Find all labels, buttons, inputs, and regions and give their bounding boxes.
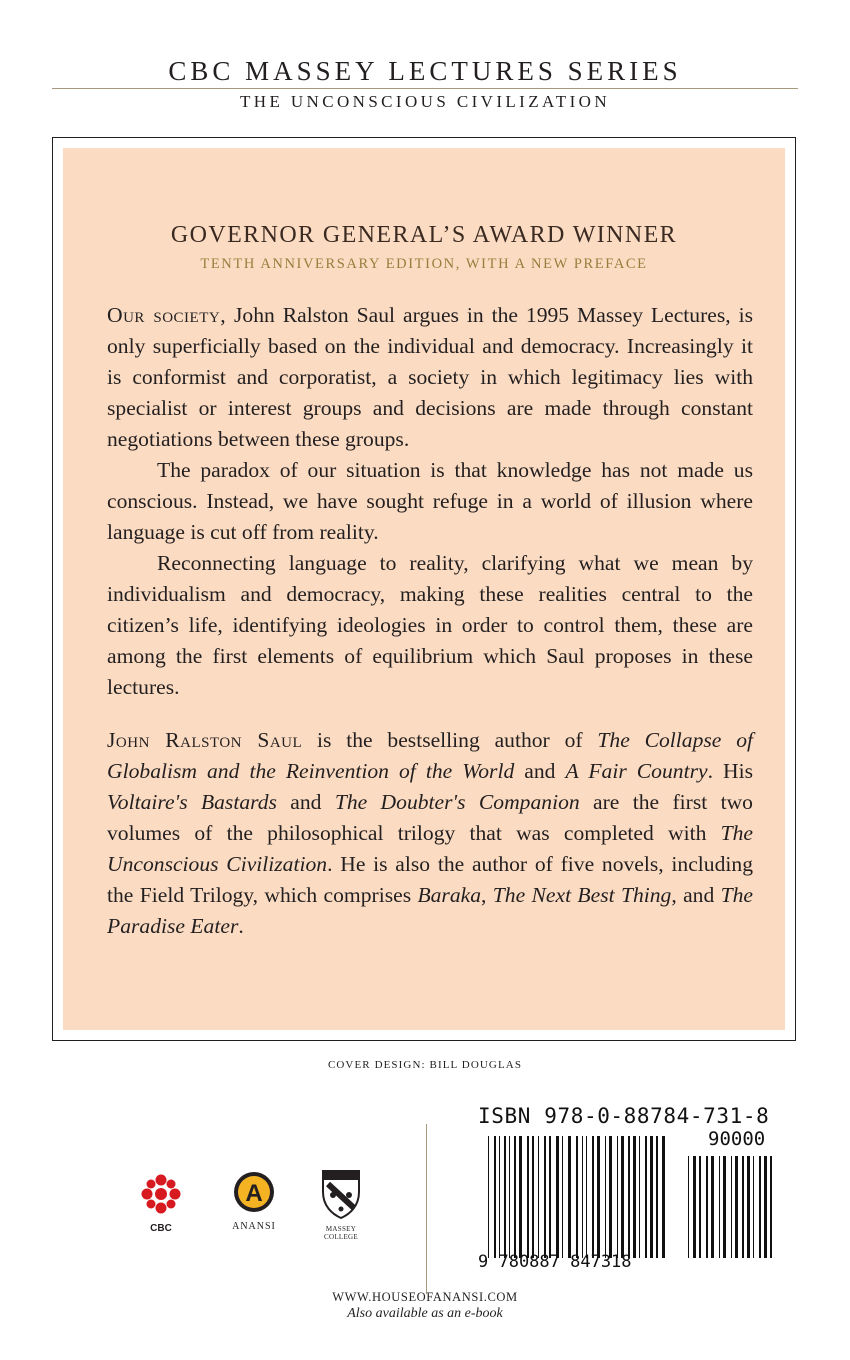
massey-college-logo <box>310 1168 372 1241</box>
barcode-bar <box>494 1136 496 1258</box>
bio-text: . His <box>707 759 753 783</box>
barcode-bar <box>504 1136 506 1258</box>
barcode-bar <box>549 1136 551 1258</box>
massey-shield-icon <box>310 1168 372 1220</box>
barcode-bar <box>509 1136 510 1258</box>
barcode-bar <box>605 1136 606 1258</box>
barcode-bar <box>693 1156 696 1258</box>
book-title: THE UNCONSCIOUS CIVILIZATION <box>239 92 610 111</box>
publisher-website: WWW.HOUSEOFANANSI.COM <box>332 1290 518 1304</box>
blurb-paragraph-2: The paradox of our situation is that knowledge has not made us conscious. Instead, we have sought refuge in a world of illusion where language is cut off from reality. <box>107 458 753 544</box>
paragraph-body: John Ralston Saul argues in the 1995 Massey Lectures, is only superficially based on the individual and democracy. Increasingly it is conformist and corporatist, a society in which legitimacy lies with specialist or interest groups and decisions are made through constant negotiations between these groups. <box>107 303 753 451</box>
barcode-bar <box>633 1136 636 1258</box>
barcode-bar <box>597 1136 600 1258</box>
barcode-bar <box>706 1156 708 1258</box>
barcode-bar <box>499 1136 500 1258</box>
barcode-bar <box>656 1136 658 1258</box>
ebook-note: Also available as an e-book <box>347 1306 503 1321</box>
barcode-bar <box>562 1136 563 1258</box>
barcode-bar <box>753 1156 754 1258</box>
barcode-bar <box>592 1136 594 1258</box>
anansi-logo <box>224 1170 284 1232</box>
book-title-italic: The Next Best Thing <box>492 883 672 907</box>
barcode-bar <box>764 1156 767 1258</box>
barcode-bar <box>645 1136 647 1258</box>
barcode-bar <box>759 1156 761 1258</box>
barcode-bar <box>519 1136 522 1258</box>
edition-subheading: TENTH ANNIVERSARY EDITION, WITH A NEW PREFACE <box>200 256 648 272</box>
book-title-italic: A Fair Country <box>565 759 708 783</box>
bio-text: and <box>276 790 335 814</box>
anansi-badge-letter: A <box>245 1180 263 1207</box>
barcode-bar <box>544 1136 546 1258</box>
bio-text: , <box>481 883 493 907</box>
barcode-bar <box>742 1156 744 1258</box>
barcode-bar <box>514 1136 516 1258</box>
paragraph-lead-in: Our society, <box>107 303 227 327</box>
series-title: CBC MASSEY LECTURES SERIES <box>168 56 682 86</box>
barcode-bar <box>532 1136 534 1258</box>
barcode-bar <box>699 1156 701 1258</box>
barcode-bar <box>770 1156 772 1258</box>
barcode-bar <box>617 1136 618 1258</box>
barcode-bar <box>650 1136 653 1258</box>
bio-text: and <box>514 759 566 783</box>
barcode-bar <box>731 1156 732 1258</box>
barcode-bar <box>621 1136 624 1258</box>
book-title-italic: The Unconscious Civilization <box>107 821 753 876</box>
book-title-italic: The Collapse of Globalism and the Reinvention of the World <box>107 728 753 783</box>
barcode-bar <box>568 1136 571 1258</box>
cbc-logo <box>136 1172 186 1234</box>
blurb-paragraph-1 <box>107 300 753 455</box>
barcode-bar <box>586 1136 587 1258</box>
isbn-label: ISBN 978-0-88784-731-8 <box>478 1104 770 1128</box>
barcode-bar <box>538 1136 539 1258</box>
author-name: John Ralston Saul <box>107 728 303 752</box>
barcode-bar <box>639 1136 640 1258</box>
barcode-bar <box>609 1136 612 1258</box>
barcode-bar <box>488 1136 489 1258</box>
book-title-italic: The Paradise Eater <box>107 883 753 938</box>
book-title-italic: The Doubter's Companion <box>334 790 580 814</box>
book-title-italic: Voltaire's Bastards <box>107 790 277 814</box>
massey-logo-label: MASSEY COLLEGE <box>324 1225 358 1241</box>
description-panel-background <box>63 148 785 1030</box>
cbc-gem-icon <box>136 1172 186 1216</box>
header-divider <box>52 88 798 89</box>
barcode-bar <box>556 1136 559 1258</box>
barcode-bar <box>662 1136 665 1258</box>
price-code-label: 90000 <box>708 1128 766 1150</box>
bio-text: , and <box>671 883 721 907</box>
anansi-logo-label: ANANSI <box>232 1221 276 1232</box>
barcode-bar <box>735 1156 738 1258</box>
cbc-logo-label: CBC <box>150 1223 172 1234</box>
barcode-bar <box>527 1136 529 1258</box>
award-heading: GOVERNOR GENERAL’S AWARD WINNER <box>170 222 678 248</box>
barcode-bar <box>723 1156 726 1258</box>
ean-digits: 9 780887 847318 <box>478 1252 632 1272</box>
blurb-paragraph-3: Reconnecting language to reality, clarifying what we mean by individualism and democracy, making these realities central to the citizen’s life, identifying ideologies in order to control them, these are among the first elements of equilibrium which Saul proposes in these lectures. <box>107 551 753 699</box>
barcode-bar <box>582 1136 583 1258</box>
barcode-bar <box>576 1136 578 1258</box>
cover-design-credit: COVER DESIGN: BILL DOUGLAS <box>327 1059 523 1071</box>
author-bio <box>107 725 753 942</box>
barcode-bar <box>747 1156 750 1258</box>
blurb-text <box>107 300 753 942</box>
bio-text: . He is also the author of five novels, including the Field Trilogy, which comprises <box>107 852 753 907</box>
barcode-bar <box>688 1156 689 1258</box>
footer-divider <box>426 1124 427 1294</box>
bio-text: are the first two volumes of the philosophical trilogy that was completed with <box>107 790 753 845</box>
barcode-bar <box>719 1156 720 1258</box>
barcode-bar <box>628 1136 630 1258</box>
bio-text: . <box>238 914 244 938</box>
book-title-italic: Baraka <box>417 883 482 907</box>
anansi-badge-icon <box>224 1170 284 1214</box>
description-panel <box>52 137 796 1041</box>
bio-text: is the bestselling author of <box>302 728 598 752</box>
barcode-bar <box>711 1156 714 1258</box>
